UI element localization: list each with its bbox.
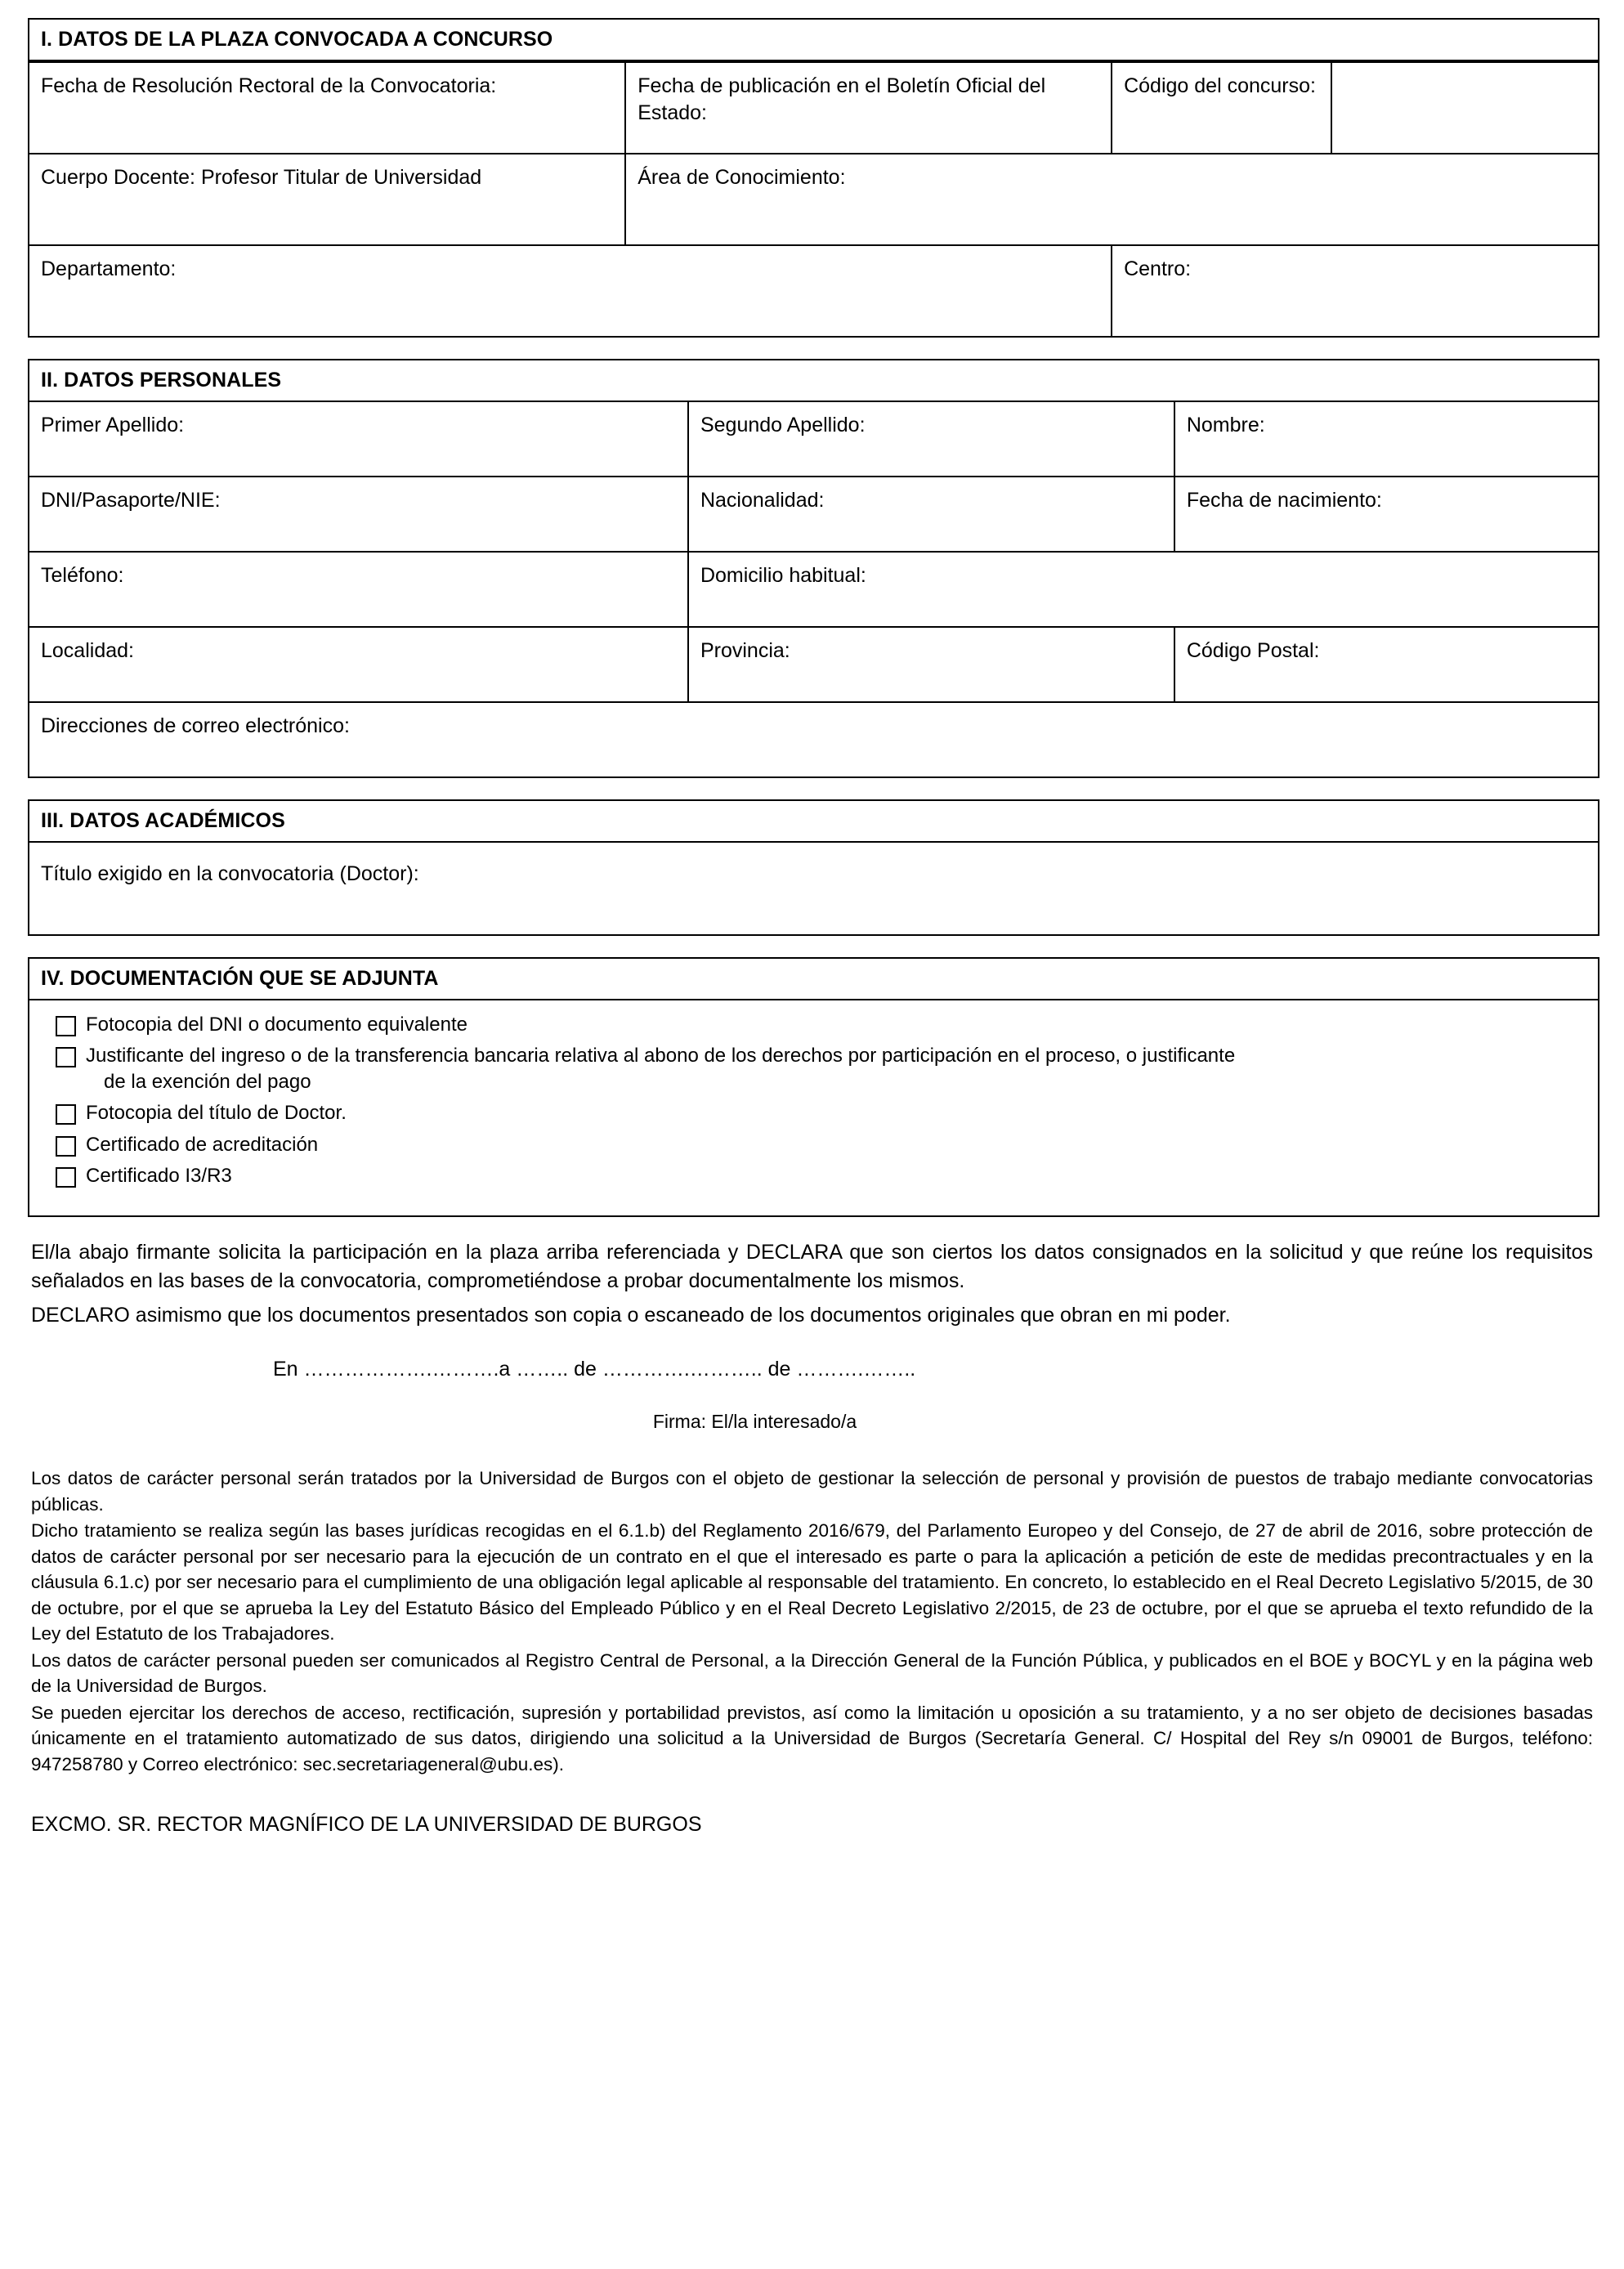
table-row: [29, 702, 1598, 776]
legal-paragraph-2: Dicho tratamiento se realiza según las bases jurídicas recogidas en el 6.1.b) del Reglamento 2016/679, del Parlamento Europeo y del Consejo, de 27 de abril de 2016, sobre protección de datos de carácter personal por ser necesario para la ejecución de un contrato en el que el interesado es parte o para la aplicación a petición de este de medidas precontractuales y en la cláusula 6.1.c) por ser necesario para el cumplimiento de una obligación legal aplicable al responsable del tratamiento. En concreto, lo establecido en el Real Decreto Legislativo 5/2015, de 30 de octubre, por el que se aprueba la Ley del Estatuto Básico del Empleado Público y en el Real Decreto Legislativo 2/2015, de 23 de octubre, por el que se aprueba el texto refundido de la Ley del Estatuto de los Trabajadores.: [31, 1520, 1593, 1645]
field-segundo-apellido[interactable]: Segundo Apellido:: [688, 402, 1174, 477]
section-documentacion: [28, 957, 1599, 1217]
checkbox-dni[interactable]: [56, 1016, 76, 1036]
section-3-heading: III. DATOS ACADÉMICOS: [29, 801, 1598, 843]
section-4-heading: IV. DOCUMENTACIÓN QUE SE ADJUNTA: [29, 959, 1598, 1000]
table-row: [29, 627, 1598, 702]
rector-addressee: EXCMO. SR. RECTOR MAGNÍFICO DE LA UNIVERSIDAD DE BURGOS: [31, 1813, 702, 1837]
section-datos-personales: [28, 359, 1599, 778]
place-date-line[interactable]: En ……………….……….a …….. de ………….……….. de ……….……..: [273, 1358, 916, 1381]
table-row: [29, 62, 1598, 154]
list-item-label: Fotocopia del DNI o documento equivalente: [86, 1014, 468, 1036]
field-area-conocimiento[interactable]: Área de Conocimiento:: [625, 154, 1598, 245]
field-titulo-doctor[interactable]: Título exigido en la convocatoria (Doctor):: [41, 862, 419, 885]
field-telefono[interactable]: Teléfono:: [29, 552, 688, 627]
signature-label: Firma: El/la interesado/a: [652, 1411, 857, 1433]
field-correo-electronico[interactable]: Direcciones de correo electrónico:: [29, 702, 1598, 776]
section-1-heading: I. DATOS DE LA PLAZA CONVOCADA A CONCURSO: [29, 20, 1598, 61]
section-2-table: [29, 402, 1598, 776]
field-fecha-publicacion-boe[interactable]: Fecha de publicación en el Boletín Oficial del Estado:: [625, 62, 1112, 154]
field-localidad[interactable]: Localidad:: [29, 627, 688, 702]
table-row: [29, 402, 1598, 477]
list-item[interactable]: [43, 1012, 1585, 1038]
field-codigo-concurso-label: Código del concurso:: [1112, 62, 1331, 154]
checkbox-titulo-doctor[interactable]: [56, 1104, 76, 1125]
section-1-table: [29, 61, 1598, 336]
section-3-table: [29, 843, 1598, 934]
checkbox-justificante-ingreso[interactable]: [56, 1047, 76, 1067]
field-provincia[interactable]: Provincia:: [688, 627, 1174, 702]
list-item[interactable]: [43, 1100, 1585, 1126]
table-row: [29, 552, 1598, 627]
declaration-paragraph-1: El/la abajo firmante solicita la participación en la plaza arriba referenciada y DECLARA que son ciertos los datos consignados en la solicitud y que reúne los requisitos señalados en las bases de la convocatoria, comprometiéndose a probar documentalmente los mismos.: [31, 1240, 1593, 1293]
list-item-label: Certificado de acreditación: [86, 1133, 319, 1156]
list-item-label: Fotocopia del título de Doctor.: [86, 1102, 347, 1125]
table-row: [29, 154, 1598, 245]
field-cuerpo-docente: Cuerpo Docente: Profesor Titular de Universidad: [29, 154, 625, 245]
documentation-list: [29, 1000, 1598, 1215]
field-domicilio[interactable]: Domicilio habitual:: [688, 552, 1598, 627]
list-item[interactable]: [43, 1163, 1585, 1189]
list-item-text-cont: de la exención del pago: [104, 1071, 311, 1094]
list-item[interactable]: [43, 1043, 1585, 1095]
field-codigo-postal[interactable]: Código Postal:: [1174, 627, 1598, 702]
field-nombre[interactable]: Nombre:: [1174, 402, 1598, 477]
legal-paragraph-1: Los datos de carácter personal serán tratados por la Universidad de Burgos con el objeto de gestionar la selección de personal y provisión de puestos de trabajo mediante convocatorias públicas.: [31, 1468, 1593, 1515]
list-item-label: [86, 1043, 1585, 1095]
table-row: [29, 477, 1598, 552]
declaration-paragraph-2: DECLARO asimismo que los documentos presentados son copia o escaneado de los documentos originales que obran en mi poder.: [31, 1303, 1231, 1327]
checkbox-certificado-acreditacion[interactable]: [56, 1136, 76, 1157]
checkbox-certificado-i3r3[interactable]: [56, 1167, 76, 1188]
field-codigo-concurso-value[interactable]: [1331, 62, 1598, 154]
field-centro[interactable]: Centro:: [1112, 245, 1598, 336]
declaration-block: [31, 1238, 1593, 1331]
field-primer-apellido[interactable]: Primer Apellido:: [29, 402, 688, 477]
legal-paragraph-4: Se pueden ejercitar los derechos de acceso, rectificación, supresión y portabilidad previstos, así como la limitación u oposición a su tratamiento, y a no ser objeto de decisiones basadas únicamente en el tratamiento automatizado de sus datos, dirigiendo una solicitud a la Universidad de Burgos (Secretaría General. C/ Hospital del Rey s/n 09001 de Burgos, teléfono: 947258780 y Correo electrónico: sec.secretariageneral@ubu.es).: [31, 1702, 1593, 1774]
table-row: [29, 245, 1598, 336]
section-2-heading: II. DATOS PERSONALES: [29, 360, 1598, 402]
legal-notice: [31, 1466, 1593, 1777]
list-item-text: Justificante del ingreso o de la transferencia bancaria relativa al abono de los derechos por participación en el proceso, o justificante: [86, 1045, 1236, 1067]
section-datos-academicos: [28, 799, 1599, 936]
legal-paragraph-3: Los datos de carácter personal pueden ser comunicados al Registro Central de Personal, a la Dirección General de la Función Pública, y publicados en el BOE y BOCYL y en la página web de la Universidad de Burgos.: [31, 1649, 1593, 1697]
list-item[interactable]: [43, 1132, 1585, 1158]
field-nacionalidad[interactable]: Nacionalidad:: [688, 477, 1174, 552]
field-fecha-resolucion[interactable]: Fecha de Resolución Rectoral de la Convocatoria:: [29, 62, 625, 154]
table-row: [29, 843, 1598, 934]
list-item-label: Certificado I3/R3: [86, 1164, 232, 1187]
field-dni[interactable]: DNI/Pasaporte/NIE:: [29, 477, 688, 552]
field-departamento[interactable]: Departamento:: [29, 245, 1112, 336]
section-plaza: [28, 18, 1599, 338]
field-fecha-nacimiento[interactable]: Fecha de nacimiento:: [1174, 477, 1598, 552]
